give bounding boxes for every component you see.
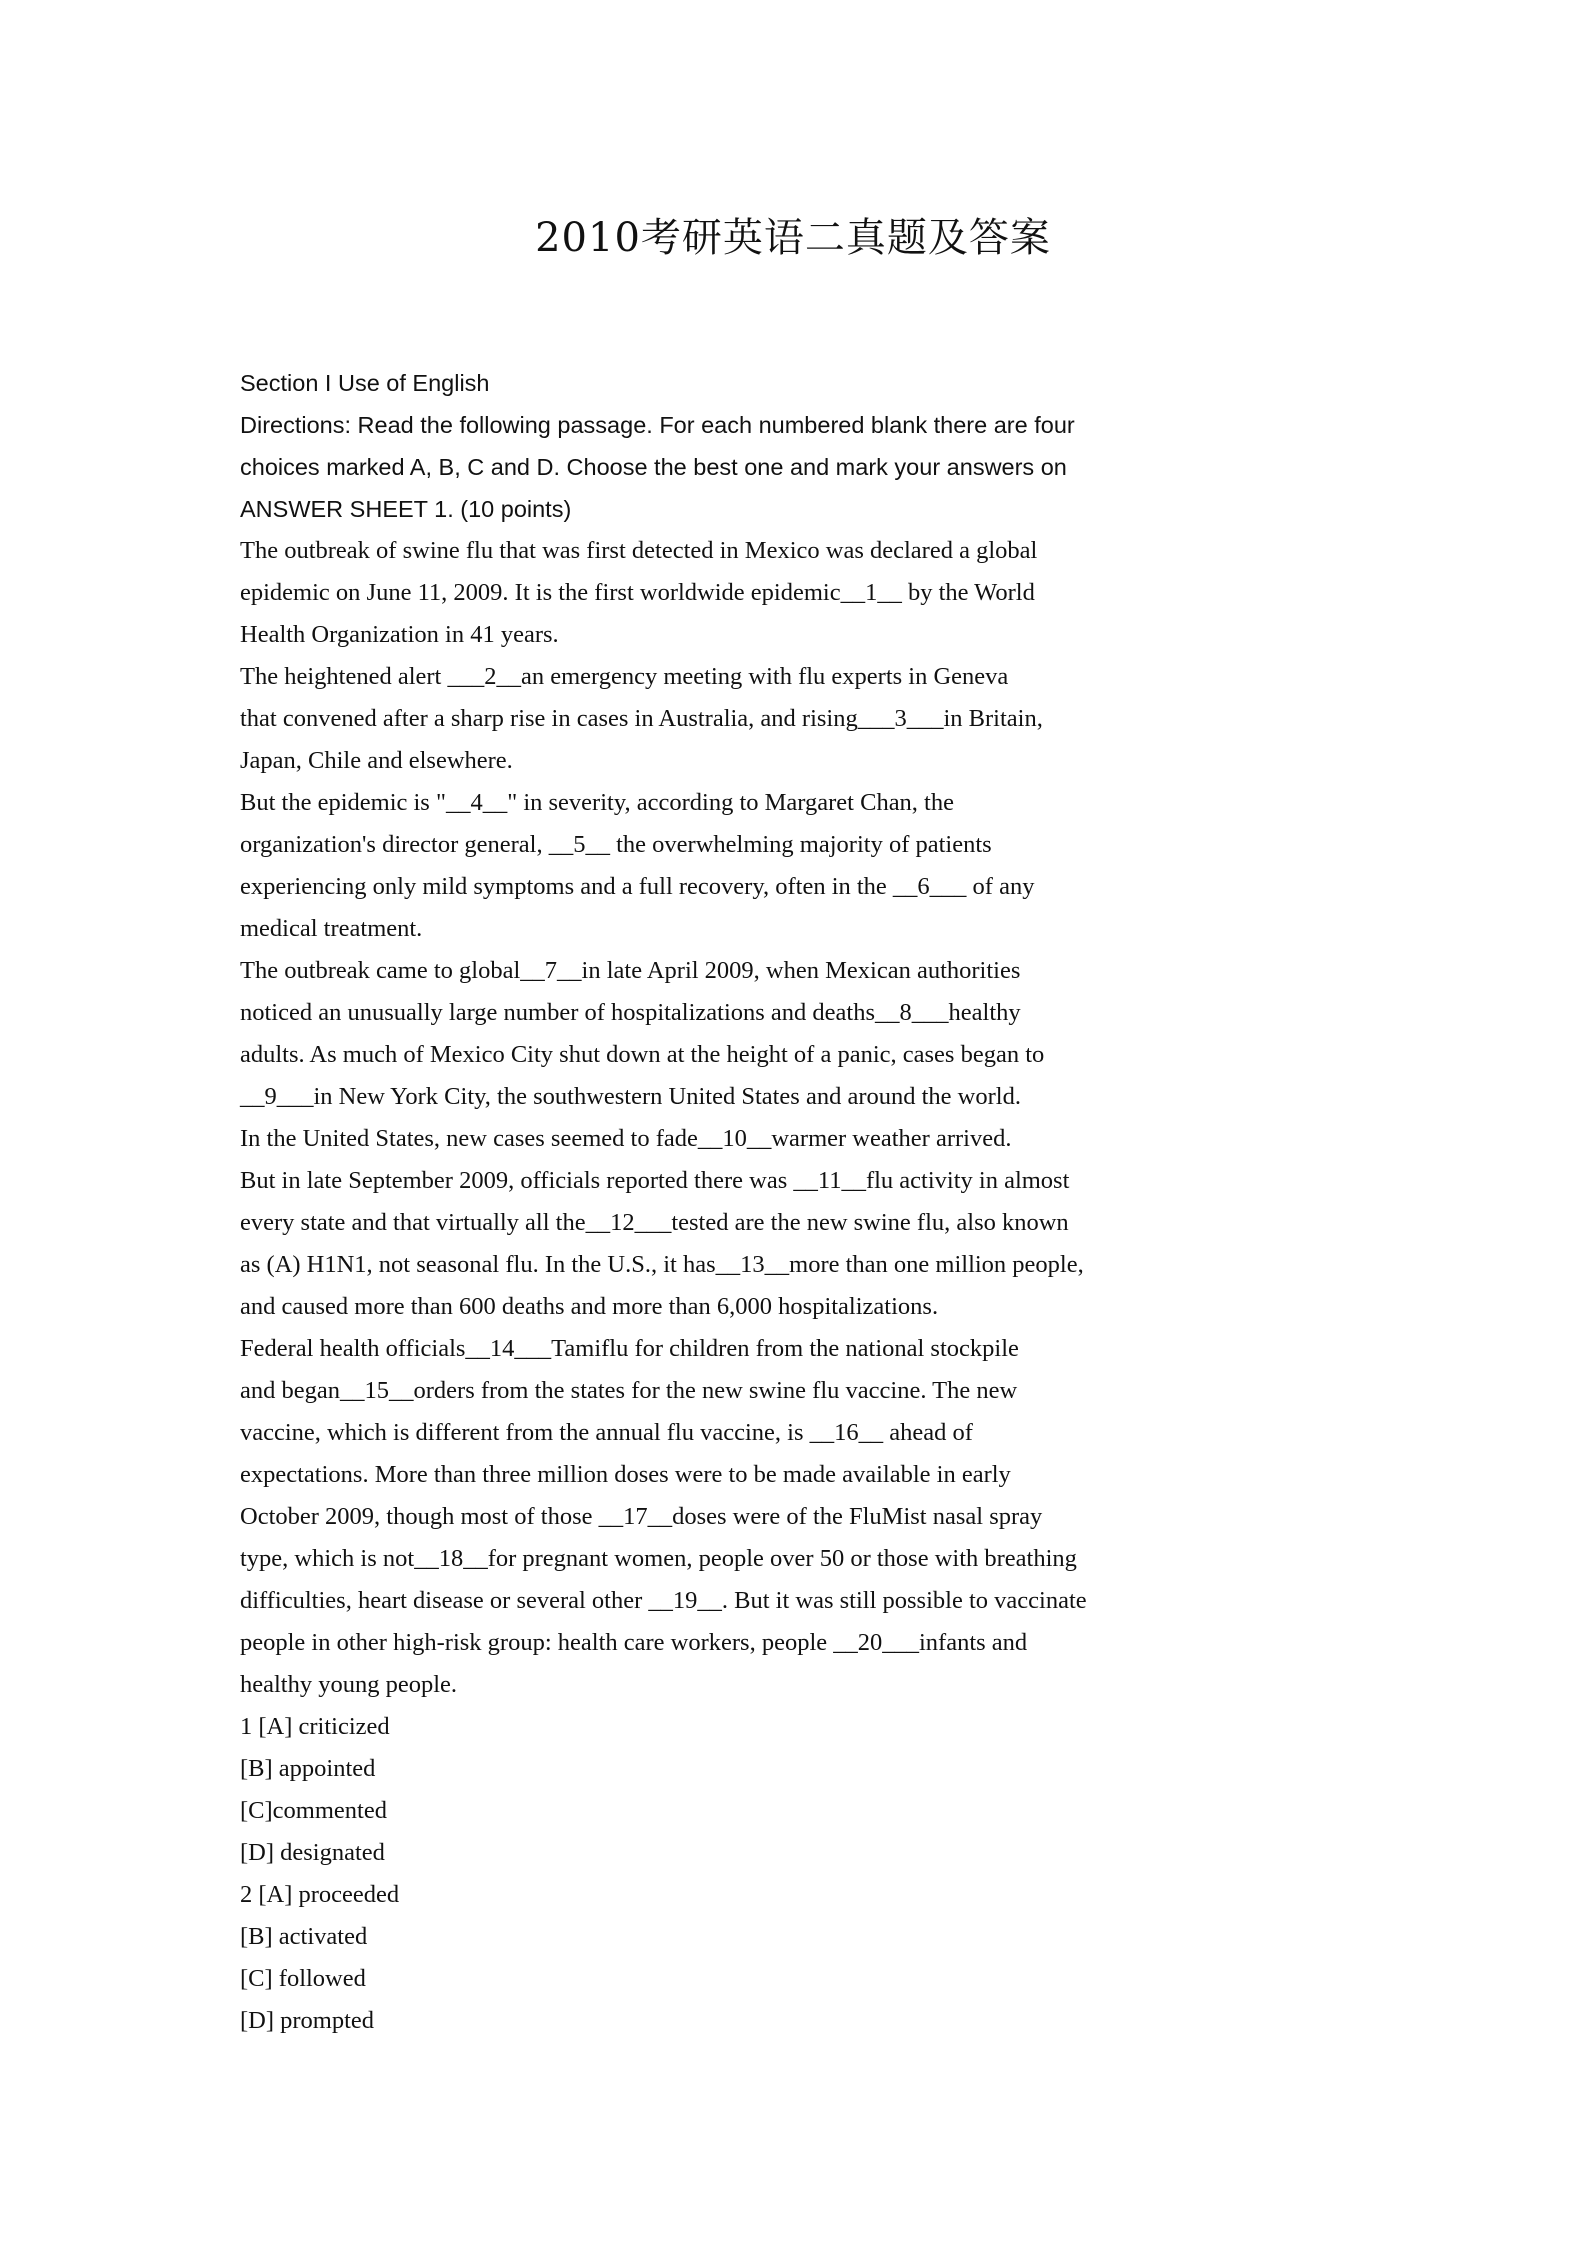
- directions-line: choices marked A, B, C and D. Choose the best one and mark your answers on: [240, 454, 1067, 480]
- passage-line: as (A) H1N1, not seasonal flu. In the U.S., it has__13__more than one million people,: [240, 1251, 1084, 1278]
- document-body: [240, 362, 1300, 2042]
- passage-line: The outbreak came to global__7__in late April 2009, when Mexican authorities: [240, 957, 1021, 984]
- passage-line: __9___in New York City, the southwestern United States and around the world.: [240, 1083, 1021, 1110]
- passage-line: organization's director general, __5__ the overwhelming majority of patients: [240, 831, 992, 858]
- passage-line: medical treatment.: [240, 915, 423, 942]
- passage-line: In the United States, new cases seemed to fade__10__warmer weather arrived.: [240, 1125, 1012, 1152]
- option-line: 1 [A] criticized: [240, 1713, 390, 1740]
- option-line: [D] prompted: [240, 2007, 375, 2034]
- passage-line: that convened after a sharp rise in cases in Australia, and rising___3___in Britain,: [240, 705, 1043, 732]
- option-line: 2 [A] proceeded: [240, 1881, 400, 1908]
- passage-line: adults. As much of Mexico City shut down at the height of a panic, cases began to: [240, 1041, 1045, 1068]
- option-line: [B] activated: [240, 1923, 368, 1950]
- passage-line: But in late September 2009, officials reported there was __11__flu activity in almost: [240, 1167, 1070, 1194]
- passage-line: experiencing only mild symptoms and a full recovery, often in the __6___ of any: [240, 873, 1035, 900]
- passage-line: The heightened alert ___2__an emergency meeting with flu experts in Geneva: [240, 663, 1009, 690]
- passage-line: The outbreak of swine flu that was first detected in Mexico was declared a global: [240, 537, 1038, 564]
- section-heading: Section I Use of English: [240, 370, 490, 396]
- passage-line: Japan, Chile and elsewhere.: [240, 747, 513, 774]
- passage-line: Federal health officials__14___Tamiflu for children from the national stockpile: [240, 1335, 1019, 1362]
- passage-line: type, which is not__18__for pregnant women, people over 50 or those with breathing: [240, 1545, 1077, 1572]
- directions-line: Directions: Read the following passage. For each numbered blank there are four: [240, 412, 1075, 438]
- passage-line: people in other high-risk group: health care workers, people __20___infants and: [240, 1629, 1028, 1656]
- passage-line: vaccine, which is different from the annual flu vaccine, is __16__ ahead of: [240, 1419, 973, 1446]
- passage-line: healthy young people.: [240, 1671, 458, 1698]
- passage-line: difficulties, heart disease or several other __19__. But it was still possible to vaccinate: [240, 1587, 1087, 1614]
- passage-line: But the epidemic is "__4__" in severity, according to Margaret Chan, the: [240, 789, 954, 816]
- passage-line: Health Organization in 41 years.: [240, 621, 559, 648]
- option-line: [D] designated: [240, 1839, 385, 1866]
- directions-line: ANSWER SHEET 1. (10 points): [240, 496, 572, 522]
- passage-line: noticed an unusually large number of hospitalizations and deaths__8___healthy: [240, 999, 1021, 1026]
- option-line: [C]commented: [240, 1797, 387, 1824]
- document-title: 2010考研英语二真题及答案: [535, 215, 1051, 261]
- passage-line: expectations. More than three million doses were to be made available in early: [240, 1461, 1011, 1488]
- passage-line: every state and that virtually all the__12___tested are the new swine flu, also known: [240, 1209, 1069, 1236]
- option-line: [C] followed: [240, 1965, 366, 1992]
- option-line: [B] appointed: [240, 1755, 376, 1782]
- passage-line: epidemic on June 11, 2009. It is the first worldwide epidemic__1__ by the World: [240, 579, 1035, 606]
- passage-line: and began__15__orders from the states for the new swine flu vaccine. The new: [240, 1377, 1018, 1404]
- passage-line: and caused more than 600 deaths and more than 6,000 hospitalizations.: [240, 1293, 939, 1320]
- passage-line: October 2009, though most of those __17__doses were of the FluMist nasal spray: [240, 1503, 1043, 1530]
